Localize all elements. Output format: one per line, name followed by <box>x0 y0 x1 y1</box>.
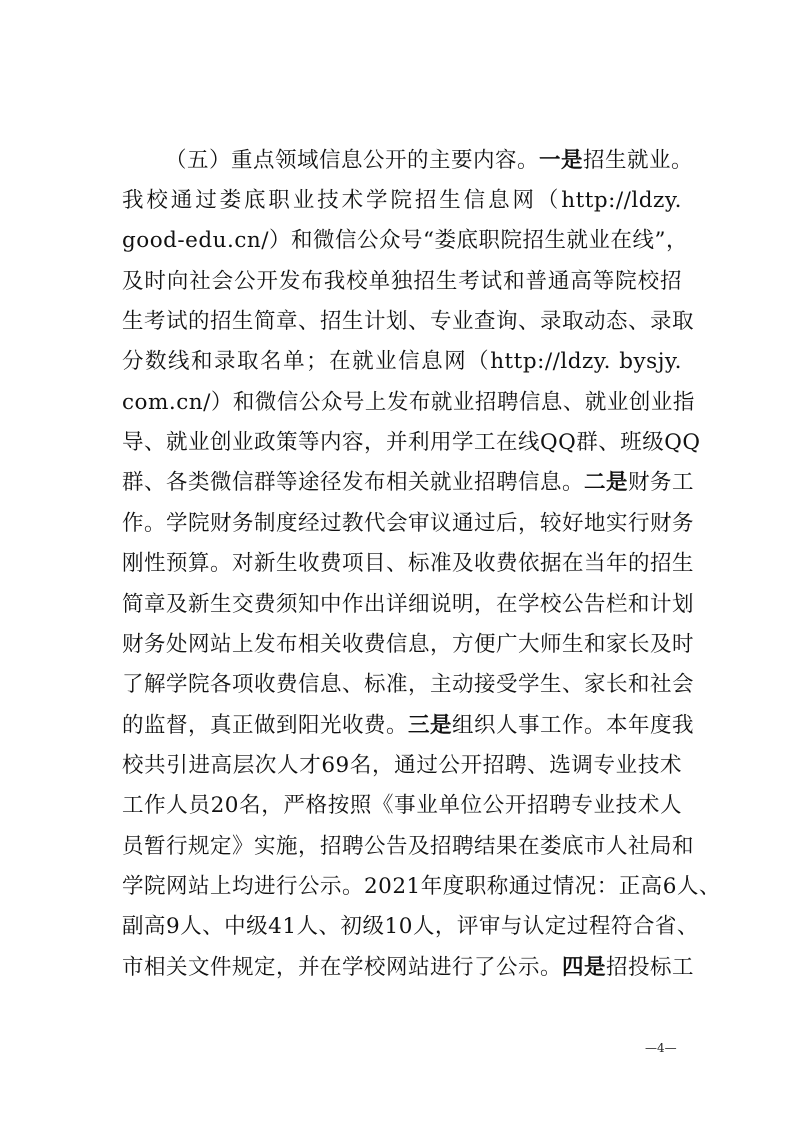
paragraph-line <box>122 585 695 625</box>
text-segment: 市相关文件规定，并在学校网站进行了公示。 <box>122 955 563 980</box>
text-segment: 工作人员20名，严格按照《事业单位公开招聘专业技术人 <box>122 793 682 818</box>
text-segment: 群、各类微信群等途径发布相关就业招聘信息。 <box>122 470 585 495</box>
paragraph-line <box>122 423 701 463</box>
text-segment: 了解学院各项收费信息、标准，主动接受学生、家长和社会 <box>122 672 695 697</box>
paragraph-line <box>122 948 695 988</box>
text-segment: 招投标工 <box>606 955 695 980</box>
text-segment: 刚性预算。对新生收费项目、标准及收费依据在当年的招生 <box>122 551 695 576</box>
text-segment: （五）重点领域信息公开的主要内容。 <box>165 148 540 173</box>
page-number: —4— <box>645 1041 677 1055</box>
text-segment: 生考试的招生简章、招生计划、专业查询、录取动态、录取 <box>122 309 695 334</box>
paragraph-line <box>122 867 721 907</box>
text-segment: 简章及新生交费须知中作出详细说明，在学校公告栏和计划 <box>122 592 695 617</box>
paragraph-line <box>122 786 682 826</box>
paragraph-line <box>165 141 694 181</box>
paragraph-line <box>122 665 695 705</box>
paragraph-line <box>122 504 695 544</box>
text-segment: 学院网站上均进行公示。2021年度职称通过情况：正高6人、 <box>122 874 721 899</box>
bold-text-segment: 三是 <box>408 713 453 738</box>
paragraph-line <box>122 262 682 302</box>
text-segment: 分数线和录取名单；在就业信息网（http://ldzy. bysjy. <box>122 349 682 374</box>
paragraph-line <box>122 383 695 423</box>
paragraph-line <box>122 342 682 382</box>
text-segment: 作。学院财务制度经过教代会审议通过后，较好地实行财务 <box>122 511 695 536</box>
text-segment: com.cn/）和微信公众号上发布就业招聘信息、就业创业指 <box>122 390 695 415</box>
paragraph-line <box>122 746 682 786</box>
paragraph-line <box>122 706 695 746</box>
paragraph-line <box>122 827 695 867</box>
text-segment: 财务工 <box>628 470 695 495</box>
paragraph-line <box>122 544 695 584</box>
paragraph-line <box>122 625 695 665</box>
paragraph-line <box>122 907 699 947</box>
text-segment: 的监督，真正做到阳光收费。 <box>122 713 409 738</box>
text-segment: 校共引进高层次人才69名，通过公开招聘、选调专业技术 <box>122 753 682 778</box>
text-segment: 员暂行规定》实施，招聘公告及招聘结果在娄底市人社局和 <box>122 834 695 859</box>
bold-text-segment: 二是 <box>584 470 629 495</box>
text-segment: 组织人事工作。本年度我 <box>452 713 695 738</box>
text-segment: 副高9人、中级41人、初级10人，评审与认定过程符合省、 <box>122 914 699 939</box>
bold-text-segment: 四是 <box>562 955 607 980</box>
bold-text-segment: 一是 <box>539 148 584 173</box>
text-segment: 导、就业创业政策等内容，并利用学工在线QQ群、班级QQ <box>122 430 701 455</box>
text-segment: 我校通过娄底职业技术学院招生信息网（http://ldzy. <box>122 188 682 213</box>
text-segment: 财务处网站上发布相关收费信息，方便广大师生和家长及时 <box>122 632 695 657</box>
paragraph-line <box>122 181 682 221</box>
text-segment: 招生就业。 <box>583 148 694 173</box>
paragraph-line <box>122 302 695 342</box>
text-segment: 及时向社会公开发布我校单独招生考试和普通高等院校招 <box>122 269 682 294</box>
paragraph-line <box>122 463 695 503</box>
paragraph-line <box>122 221 688 261</box>
text-segment: good-edu.cn/）和微信公众号“娄底职院招生就业在线”， <box>122 228 688 253</box>
